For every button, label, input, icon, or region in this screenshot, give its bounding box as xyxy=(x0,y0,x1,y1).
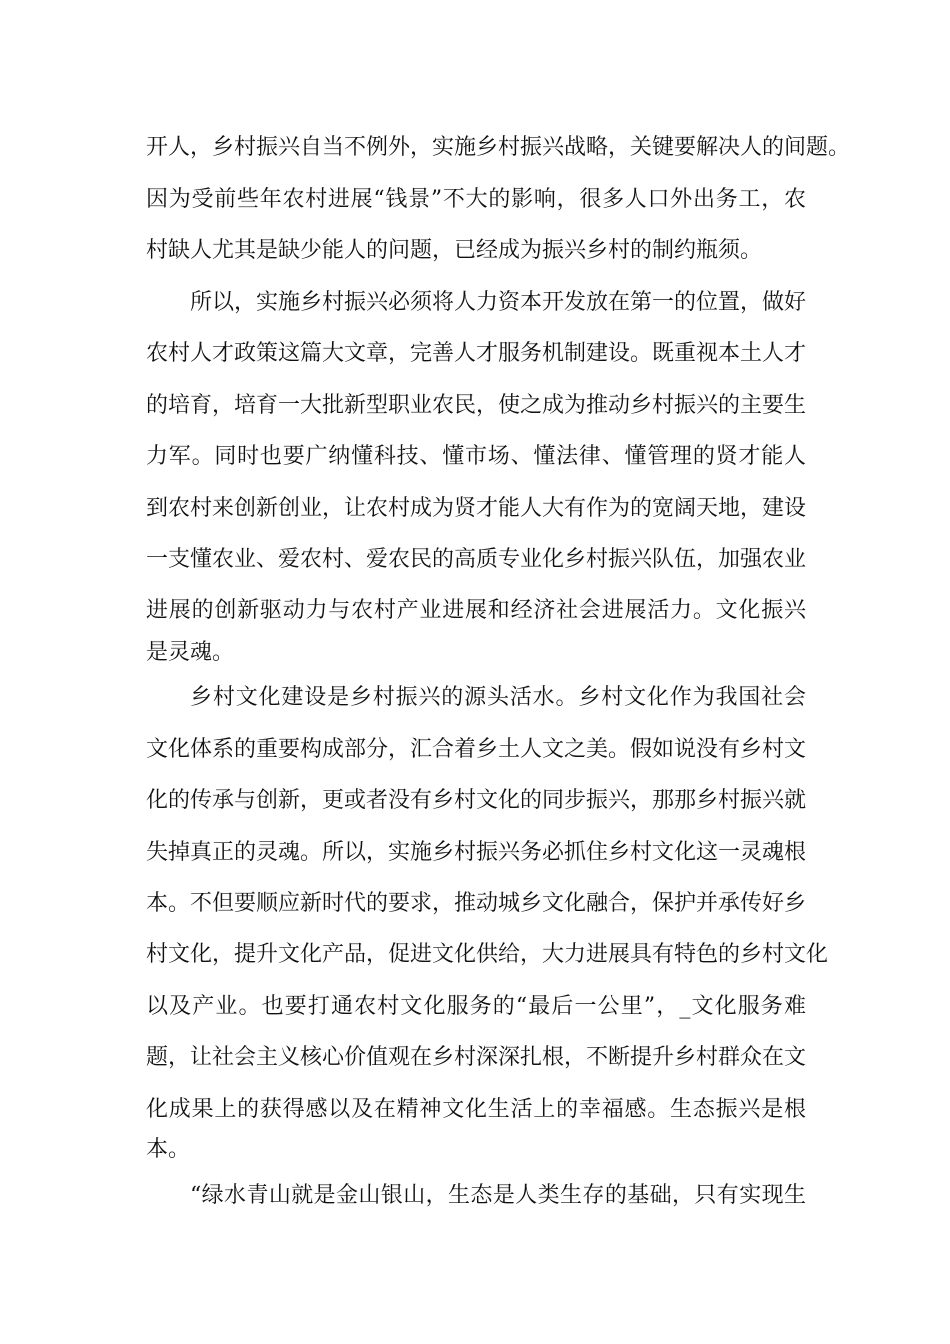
text-line: 村缺人尤其是缺少能人的问题，已经成为振兴乡村的制约瓶须。 xyxy=(146,238,763,263)
text-line: 进展的创新驱动力与农村产业进展和经济社会进展活力。文化振兴 xyxy=(146,598,806,623)
text-line: 化的传承与创新，更或者没有乡村文化的同步振兴，那那乡村振兴就 xyxy=(146,788,807,813)
text-line: 文化体系的重要构成部分，汇合着乡土人文之美。假如说没有乡村文 xyxy=(146,737,807,762)
text-line: 的培育，培育一大批新型职业农民，使之成为推动乡村振兴的主要生 xyxy=(146,393,807,418)
text-line: 是灵魂。 xyxy=(146,640,235,665)
text-line: 村文化，提升文化产品，促进文化供给，大力进展具有特色的乡村文化 xyxy=(146,942,829,967)
text-line: 本。不但要顺应新时代的要求，推动城乡文化融合，保护并承传好乡 xyxy=(146,891,807,916)
text-line: 以及产业。也要打通农村文化服务的“最后一公里”，_文化服务难 xyxy=(146,994,806,1019)
text-line: 化成果上的获得感以及在精神文化生活上的幸福感。生态振兴是根 xyxy=(146,1097,806,1122)
text-line: 所以，实施乡村振兴必须将人力资本开发放在第一的位置，做好 xyxy=(190,290,807,315)
text-line: 失掉真正的灵魂。所以，实施乡村振兴务必抓住乡村文化这一灵魂根 xyxy=(146,840,807,865)
text-line: 开人，乡村振兴自当不例外，实施乡村振兴战略，关键要解决人的间题。 xyxy=(146,135,851,160)
text-line: 题，让社会主义核心价值观在乡村深深扎根，不断提升乡村群众在文 xyxy=(146,1045,807,1070)
text-line: “绿水青山就是金山银山，生态是人类生存的基础，只有实现生 xyxy=(190,1183,806,1208)
text-line: 一支懂农业、爱农村、爱农民的高质专业化乡村振兴队伍，加强农业 xyxy=(146,547,807,572)
text-line: 因为受前些年农村进展“钱景”不大的影响，很多人口外出务工，农 xyxy=(146,187,806,212)
text-line: 乡村文化建设是乡村振兴的源头活水。乡村文化作为我国社会 xyxy=(190,685,806,710)
text-line: 本。 xyxy=(146,1137,191,1162)
text-line: 力军。同时也要广纳懂科技、懂市场、懂法律、懂管理的贤才能人 xyxy=(146,444,806,469)
text-line: 农村人才政策这篇大文章，完善人才服务机制建设。既重视本土人才 xyxy=(146,341,807,366)
text-line: 到农村来创新创业，让农村成为贤才能人大有作为的宽阔天地，建设 xyxy=(146,496,807,521)
